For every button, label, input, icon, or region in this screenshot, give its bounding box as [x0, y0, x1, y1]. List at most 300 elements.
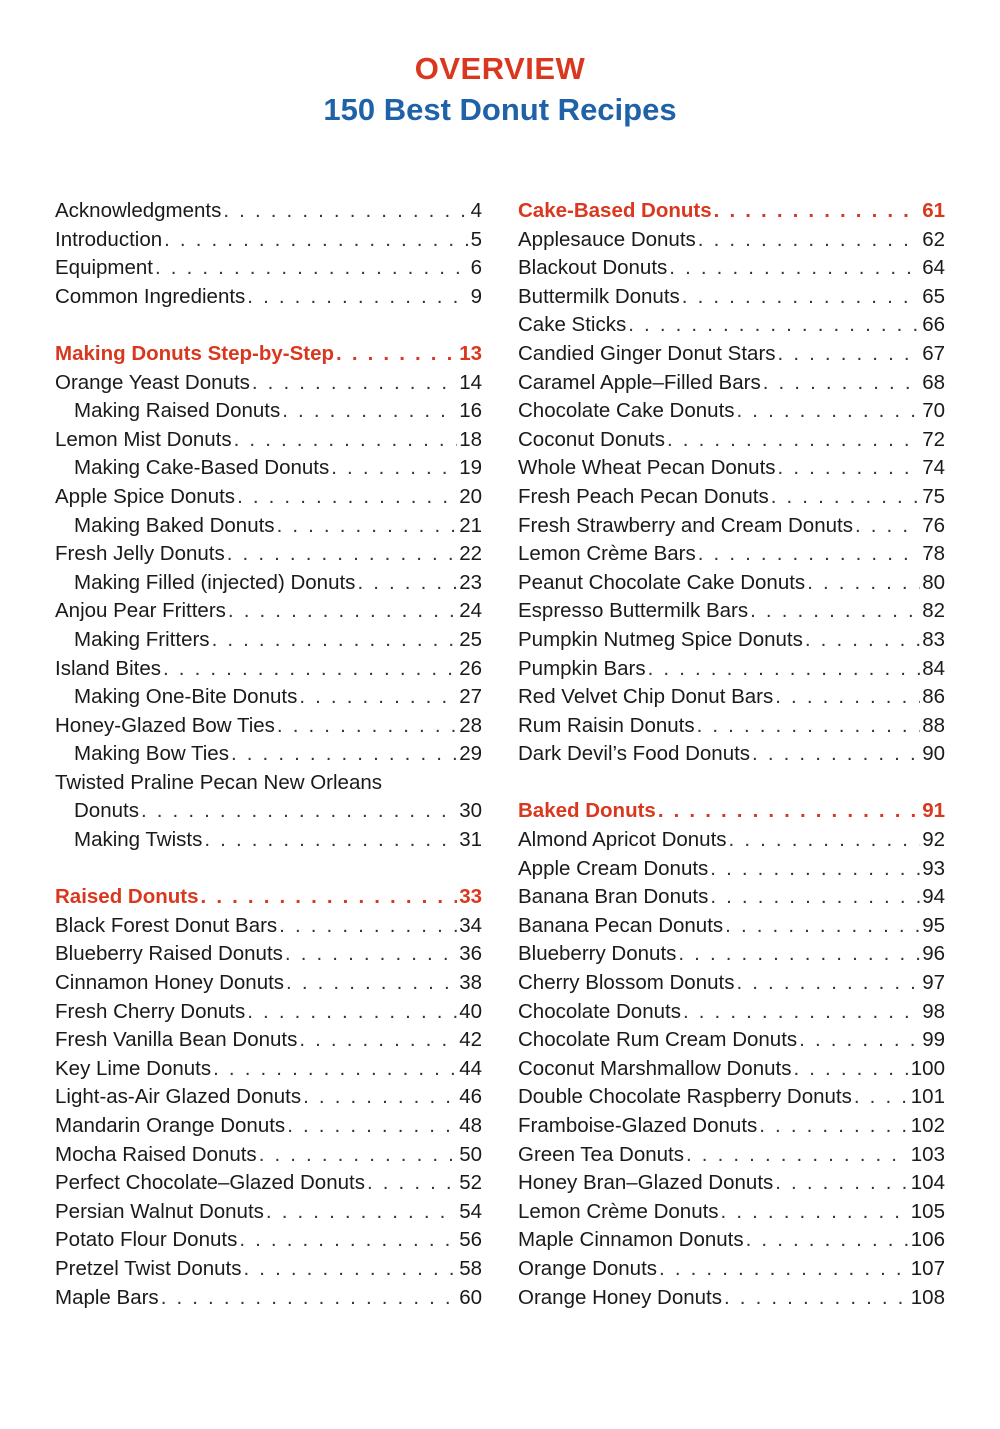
- toc-entry-title: Key Lime Donuts: [55, 1056, 212, 1080]
- toc-section-heading[interactable]: [518, 197, 945, 226]
- toc-entry[interactable]: [55, 1284, 482, 1313]
- toc-entry[interactable]: [518, 883, 945, 912]
- dot-leader: [759, 1112, 909, 1141]
- toc-entry[interactable]: [55, 512, 482, 541]
- overview-label: OVERVIEW: [414, 51, 586, 86]
- dot-leader: [357, 569, 457, 598]
- dot-leader: [336, 340, 457, 369]
- dot-leader: [752, 740, 920, 769]
- dot-leader: [299, 683, 457, 712]
- toc-entry-title: Chocolate Rum Cream Donuts: [518, 1028, 798, 1052]
- toc-page-number: 98: [922, 999, 945, 1023]
- toc-entry-title: Equipment: [55, 256, 154, 280]
- dot-leader: [778, 454, 921, 483]
- toc-page-number: 100: [910, 1056, 945, 1080]
- toc-page-number: 33: [459, 885, 482, 909]
- dot-leader: [213, 1055, 457, 1084]
- dot-leader: [729, 826, 921, 855]
- toc-page-number: 5: [470, 227, 482, 251]
- dot-leader: [155, 254, 469, 283]
- dot-leader: [714, 197, 921, 226]
- dot-leader: [239, 1226, 457, 1255]
- toc-entry-title: Making Cake-Based Donuts: [74, 456, 330, 480]
- toc-page-number: 68: [922, 370, 945, 394]
- toc-entry-title: Rum Raisin Donuts: [518, 713, 695, 737]
- toc-entry[interactable]: [55, 1026, 482, 1055]
- toc-entry[interactable]: [518, 397, 945, 426]
- toc-page-number: 19: [459, 456, 482, 480]
- dot-leader: [628, 311, 920, 340]
- toc-page-number: 105: [910, 1199, 945, 1223]
- dot-leader: [667, 426, 920, 455]
- toc-entry-title: Baked Donuts: [518, 799, 656, 823]
- toc-entry[interactable]: [55, 426, 482, 455]
- toc-entry-title: Cake-Based Donuts: [518, 199, 712, 222]
- toc-page-number: 102: [910, 1114, 945, 1137]
- toc-page-number: 20: [459, 484, 482, 508]
- toc-entry-title: Whole Wheat Pecan Donuts: [518, 456, 776, 480]
- dot-leader: [303, 1083, 457, 1112]
- toc-entry[interactable]: [518, 426, 945, 455]
- toc-page-number: 64: [922, 256, 945, 280]
- toc-entry[interactable]: [518, 540, 945, 569]
- dot-leader: [682, 283, 920, 312]
- toc-entry[interactable]: [55, 454, 482, 483]
- toc-entry-title: Donuts: [74, 799, 139, 823]
- toc-page-number: 23: [459, 570, 482, 594]
- toc-entry[interactable]: [55, 683, 482, 712]
- toc-entry[interactable]: [55, 769, 482, 798]
- toc-page-number: 21: [459, 513, 482, 537]
- dot-leader: [285, 940, 457, 969]
- toc-page-number: 28: [459, 713, 482, 737]
- toc-page-number: 54: [459, 1199, 482, 1223]
- toc-entry-title: Maple Bars: [55, 1285, 159, 1309]
- toc-entry-title: Mandarin Orange Donuts: [55, 1114, 286, 1137]
- toc-entry[interactable]: [55, 969, 482, 998]
- toc-page-number: 52: [459, 1171, 482, 1195]
- toc-entry-title: Making Bow Ties: [74, 742, 229, 766]
- toc-entry-title: Fresh Vanilla Bean Donuts: [55, 1028, 298, 1052]
- dot-leader: [141, 797, 457, 826]
- toc-entry-title: Making Filled (injected) Donuts: [74, 570, 356, 594]
- toc-section-heading[interactable]: [55, 340, 482, 369]
- toc-entry-title: Black Forest Donut Bars: [55, 913, 278, 937]
- toc-entry[interactable]: [518, 626, 945, 655]
- dot-leader: [775, 683, 920, 712]
- toc-page-number: 50: [459, 1142, 482, 1166]
- dot-leader: [227, 540, 457, 569]
- toc-entry-title: Framboise-Glazed Donuts: [518, 1114, 758, 1137]
- toc-entry[interactable]: [55, 1226, 482, 1255]
- toc-entry-title: Green Tea Donuts: [518, 1142, 685, 1166]
- dot-leader: [683, 998, 920, 1027]
- toc-entry[interactable]: [55, 1141, 482, 1170]
- dot-leader: [266, 1198, 457, 1227]
- toc-entry[interactable]: [518, 1169, 945, 1198]
- toc-entry-title: Orange Donuts: [518, 1256, 658, 1280]
- toc-entry[interactable]: [518, 569, 945, 598]
- toc-entry[interactable]: [518, 1255, 945, 1284]
- dot-leader: [697, 712, 921, 741]
- toc-page-number: 58: [459, 1256, 482, 1280]
- toc-page-number: 101: [910, 1085, 945, 1109]
- toc-entry-title: Island Bites: [55, 656, 161, 680]
- toc-page-number: 56: [459, 1228, 482, 1252]
- toc-entry-title: Making One-Bite Donuts: [74, 685, 298, 709]
- dot-leader: [686, 1141, 909, 1170]
- dot-leader: [737, 397, 921, 426]
- toc-page-number: 44: [459, 1056, 482, 1080]
- toc-right-column: [518, 197, 945, 1312]
- toc-entry[interactable]: [55, 912, 482, 941]
- toc-page-number: 91: [922, 799, 945, 823]
- toc-page-number: 76: [922, 513, 945, 537]
- toc-entry[interactable]: [518, 454, 945, 483]
- dot-leader: [277, 512, 458, 541]
- toc-page-number: 9: [470, 284, 482, 308]
- toc-entry[interactable]: [518, 855, 945, 884]
- toc-entry-title: Making Donuts Step-by-Step: [55, 341, 335, 365]
- toc-entry[interactable]: [518, 283, 945, 312]
- toc-entry-title: Pumpkin Nutmeg Spice Donuts: [518, 627, 803, 651]
- toc-page-number: 72: [922, 427, 945, 451]
- dot-leader: [299, 1026, 457, 1055]
- toc-page-number: 25: [459, 627, 482, 651]
- toc-entry[interactable]: [518, 740, 945, 769]
- toc-entry-title: Persian Walnut Donuts: [55, 1199, 264, 1223]
- toc-page-number: 65: [922, 284, 945, 308]
- toc-entry[interactable]: [55, 540, 482, 569]
- dot-leader: [698, 540, 920, 569]
- dot-leader: [367, 1169, 457, 1198]
- dot-leader: [259, 1141, 458, 1170]
- toc-page-number: 60: [459, 1285, 482, 1309]
- toc-page-number: 48: [459, 1114, 482, 1137]
- toc-entry[interactable]: [518, 340, 945, 369]
- toc-page-number: 103: [910, 1142, 945, 1166]
- toc-page-number: 90: [922, 742, 945, 766]
- dot-leader: [710, 883, 920, 912]
- dot-leader: [231, 740, 457, 769]
- toc-entry[interactable]: [55, 1112, 482, 1141]
- dot-leader: [658, 797, 920, 826]
- toc-entry-title: Cake Sticks: [518, 313, 627, 337]
- dot-leader: [724, 1284, 909, 1313]
- toc-entry[interactable]: [518, 940, 945, 969]
- toc-entry[interactable]: [55, 655, 482, 684]
- toc-page-number: 96: [922, 942, 945, 966]
- toc-page-number: 83: [922, 627, 945, 651]
- toc-entry-title: Blueberry Raised Donuts: [55, 942, 283, 966]
- dot-leader: [771, 483, 920, 512]
- toc-entry[interactable]: [55, 740, 482, 769]
- dot-leader: [247, 998, 457, 1027]
- toc-entry[interactable]: [518, 683, 945, 712]
- dot-leader: [750, 597, 920, 626]
- dot-leader: [721, 1198, 909, 1227]
- dot-leader: [763, 369, 920, 398]
- toc-entry-title: Honey Bran–Glazed Donuts: [518, 1171, 774, 1195]
- toc-entry-title: Banana Bran Donuts: [518, 885, 709, 909]
- toc-entry[interactable]: [518, 226, 945, 255]
- dot-leader: [793, 1055, 908, 1084]
- toc-entry[interactable]: [518, 597, 945, 626]
- toc-entry[interactable]: [55, 483, 482, 512]
- dot-leader: [805, 626, 920, 655]
- toc-page-number: 16: [459, 399, 482, 423]
- dot-leader: [204, 826, 457, 855]
- toc-page-number: 46: [459, 1085, 482, 1109]
- toc-entry-title: Dark Devil’s Food Donuts: [518, 742, 751, 766]
- toc-entry[interactable]: [55, 1083, 482, 1112]
- dot-leader: [698, 226, 920, 255]
- toc-entry[interactable]: [518, 1026, 945, 1055]
- toc-entry-title: Coconut Donuts: [518, 427, 666, 451]
- dot-leader: [234, 426, 458, 455]
- toc-entry[interactable]: [55, 712, 482, 741]
- toc-entry-title: Pumpkin Bars: [518, 656, 646, 680]
- toc-page-number: 82: [922, 599, 945, 623]
- toc-page-number: 22: [459, 542, 482, 566]
- toc-page-number: 13: [459, 341, 482, 365]
- dot-leader: [223, 197, 468, 226]
- section-spacer: [55, 311, 482, 340]
- dot-leader: [252, 369, 457, 398]
- toc-entry-title: Lemon Crème Bars: [518, 542, 696, 566]
- toc-entry[interactable]: [518, 1055, 945, 1084]
- toc-entry-title: Espresso Buttermilk Bars: [518, 599, 749, 623]
- toc-page-number: 6: [470, 256, 482, 280]
- toc-entry-title: Cherry Blossom Donuts: [518, 971, 735, 995]
- toc-page-number: 108: [910, 1285, 945, 1309]
- toc-page-number: 67: [922, 341, 945, 365]
- toc-entry[interactable]: [55, 940, 482, 969]
- toc-entry-title: Lemon Mist Donuts: [55, 427, 232, 451]
- toc-entry-title: Making Baked Donuts: [74, 513, 275, 537]
- toc-entry[interactable]: [55, 1055, 482, 1084]
- toc-entry-title: Banana Pecan Donuts: [518, 913, 724, 937]
- toc-entry-title: Coconut Marshmallow Donuts: [518, 1056, 792, 1080]
- toc-page-number: 38: [459, 971, 482, 995]
- toc-entry-title: Blueberry Donuts: [518, 942, 677, 966]
- toc-page-number: 94: [922, 885, 945, 909]
- toc-entry[interactable]: [518, 912, 945, 941]
- toc-entry[interactable]: [55, 797, 482, 826]
- toc-entry-title: Anjou Pear Fritters: [55, 599, 226, 623]
- toc-entry-title: Light-as-Air Glazed Donuts: [55, 1085, 302, 1109]
- dot-leader: [247, 283, 468, 312]
- toc-entry-title: Fresh Jelly Donuts: [55, 542, 225, 566]
- dot-leader: [807, 569, 920, 598]
- toc-entry[interactable]: [55, 226, 482, 255]
- toc-page-number: 86: [922, 685, 945, 709]
- toc-entry[interactable]: [518, 998, 945, 1027]
- toc-page-number: 40: [459, 999, 482, 1023]
- toc-entry-title: Blackout Donuts: [518, 256, 668, 280]
- dot-leader: [854, 1083, 909, 1112]
- toc-page-number: 62: [922, 227, 945, 251]
- toc-entry[interactable]: [518, 1112, 945, 1141]
- toc-page-number: 34: [459, 913, 482, 937]
- dot-leader: [164, 226, 468, 255]
- toc-entry[interactable]: [518, 1198, 945, 1227]
- toc-page-number: 29: [459, 742, 482, 766]
- dot-leader: [725, 912, 920, 941]
- toc-page-number: 26: [459, 656, 482, 680]
- dot-leader: [678, 940, 920, 969]
- dot-leader: [161, 1284, 458, 1313]
- toc-entry-title: Candied Ginger Donut Stars: [518, 341, 776, 365]
- toc-entry-title: Mocha Raised Donuts: [55, 1142, 257, 1166]
- dot-leader: [228, 597, 457, 626]
- toc-page-number: 95: [922, 913, 945, 937]
- toc-entry[interactable]: [518, 369, 945, 398]
- toc-page-number: 61: [922, 199, 945, 222]
- toc-entry-title: Honey-Glazed Bow Ties: [55, 713, 275, 737]
- toc-page-number: 66: [922, 313, 945, 337]
- toc-entry-title: Fresh Strawberry and Cream Donuts: [518, 513, 853, 537]
- toc-entry-title: Caramel Apple–Filled Bars: [518, 370, 761, 394]
- section-spacer: [518, 769, 945, 798]
- toc-page-number: 99: [922, 1028, 945, 1052]
- toc-page-number: 74: [922, 456, 945, 480]
- toc-page-number: 18: [459, 427, 482, 451]
- dot-leader: [243, 1255, 457, 1284]
- toc-entry-title: Fresh Peach Pecan Donuts: [518, 484, 769, 508]
- toc-entry[interactable]: [518, 969, 945, 998]
- toc-entry-title: Potato Flour Donuts: [55, 1228, 238, 1252]
- toc-entry-title: Applesauce Donuts: [518, 227, 696, 251]
- toc-page-number: 106: [910, 1228, 945, 1252]
- toc-entry[interactable]: [55, 998, 482, 1027]
- toc-entry[interactable]: [55, 197, 482, 226]
- toc-entry-title: Raised Donuts: [55, 885, 199, 909]
- toc-entry[interactable]: [55, 1169, 482, 1198]
- toc-section-heading[interactable]: [518, 797, 945, 826]
- toc-left-column: [55, 197, 482, 1312]
- toc-page-number: 97: [922, 971, 945, 995]
- toc-entry-title: Orange Honey Donuts: [518, 1285, 722, 1309]
- toc-entry-title: Making Twists: [74, 828, 203, 852]
- toc-entry[interactable]: [55, 826, 482, 855]
- toc-entry[interactable]: [518, 655, 945, 684]
- toc-page-number: 30: [459, 799, 482, 823]
- dot-leader: [710, 855, 920, 884]
- toc-entry[interactable]: [518, 1141, 945, 1170]
- toc-page-number: 70: [922, 399, 945, 423]
- dot-leader: [163, 655, 457, 684]
- dot-leader: [331, 454, 457, 483]
- toc-entry-title: Cinnamon Honey Donuts: [55, 971, 285, 995]
- toc-entry[interactable]: [55, 397, 482, 426]
- toc-page-number: 4: [470, 199, 482, 222]
- toc-entry[interactable]: [55, 597, 482, 626]
- dot-leader: [279, 912, 457, 941]
- toc-page-number: 92: [922, 828, 945, 852]
- toc-page-number: 75: [922, 484, 945, 508]
- toc-entry[interactable]: [518, 254, 945, 283]
- toc-entry-title: Twisted Praline Pecan New Orleans: [55, 770, 383, 794]
- dot-leader: [736, 969, 920, 998]
- toc-page-number: 104: [910, 1171, 945, 1195]
- toc-entry-title: Chocolate Cake Donuts: [518, 399, 735, 423]
- toc-entry[interactable]: [55, 1255, 482, 1284]
- toc-entry-title: Common Ingredients: [55, 284, 246, 308]
- toc-entry[interactable]: [518, 712, 945, 741]
- page-header: [0, 50, 1000, 130]
- toc-entry[interactable]: [55, 626, 482, 655]
- toc-page-number: 31: [459, 828, 482, 852]
- toc-entry[interactable]: [518, 483, 945, 512]
- toc-page-number: 27: [459, 685, 482, 709]
- toc-entry-title: Orange Yeast Donuts: [55, 370, 250, 394]
- toc-entry[interactable]: [518, 1284, 945, 1313]
- toc-entry-title: Acknowledgments: [55, 199, 222, 222]
- toc-entry-title: Lemon Crème Donuts: [518, 1199, 719, 1223]
- toc-entry[interactable]: [518, 1083, 945, 1112]
- dot-leader: [778, 340, 921, 369]
- toc-entry[interactable]: [55, 369, 482, 398]
- toc-entry-title: Fresh Cherry Donuts: [55, 999, 246, 1023]
- toc-entry[interactable]: [518, 1226, 945, 1255]
- toc-entry-title: Introduction: [55, 227, 163, 251]
- toc-entry-title: Making Fritters: [74, 627, 210, 651]
- toc-page-number: 36: [459, 942, 482, 966]
- toc-entry-title: Buttermilk Donuts: [518, 284, 680, 308]
- book-title: 150 Best Donut Recipes: [323, 92, 677, 127]
- toc-entry[interactable]: [55, 569, 482, 598]
- toc-entry[interactable]: [55, 254, 482, 283]
- dot-leader: [212, 626, 458, 655]
- dot-leader: [286, 969, 457, 998]
- dot-leader: [237, 483, 457, 512]
- toc-entry-title: Peanut Chocolate Cake Donuts: [518, 570, 806, 594]
- toc-section-heading[interactable]: [55, 883, 482, 912]
- dot-leader: [282, 397, 457, 426]
- dot-leader: [799, 1026, 920, 1055]
- toc-entry-title: Perfect Chocolate–Glazed Donuts: [55, 1171, 365, 1195]
- dot-leader: [287, 1112, 457, 1141]
- toc-entry[interactable]: [518, 512, 945, 541]
- dot-leader: [648, 655, 921, 684]
- toc-entry[interactable]: [518, 311, 945, 340]
- toc-entry-title: Maple Cinnamon Donuts: [518, 1228, 744, 1252]
- dot-leader: [746, 1226, 909, 1255]
- toc-page-number: 24: [459, 599, 482, 623]
- toc-page-number: 107: [910, 1256, 945, 1280]
- toc-entry-title: Chocolate Donuts: [518, 999, 681, 1023]
- dot-leader: [201, 883, 458, 912]
- toc-entry[interactable]: [55, 283, 482, 312]
- toc-entry-title: Almond Apricot Donuts: [518, 828, 727, 852]
- dot-leader: [775, 1169, 909, 1198]
- toc-page-number: 84: [922, 656, 945, 680]
- toc-page-number: 80: [922, 570, 945, 594]
- dot-leader: [277, 712, 457, 741]
- toc-entry[interactable]: [55, 1198, 482, 1227]
- toc-page-number: 88: [922, 713, 945, 737]
- toc-entry[interactable]: [518, 826, 945, 855]
- toc-entry-title: Double Chocolate Raspberry Donuts: [518, 1085, 852, 1109]
- toc-page-number: 93: [922, 856, 945, 880]
- toc-entry-title: Pretzel Twist Donuts: [55, 1256, 242, 1280]
- toc-entry-title: Red Velvet Chip Donut Bars: [518, 685, 774, 709]
- toc-entry-title: Making Raised Donuts: [74, 399, 281, 423]
- toc-entry-title: Apple Cream Donuts: [518, 856, 709, 880]
- dot-leader: [659, 1255, 909, 1284]
- toc-page-number: 42: [459, 1028, 482, 1052]
